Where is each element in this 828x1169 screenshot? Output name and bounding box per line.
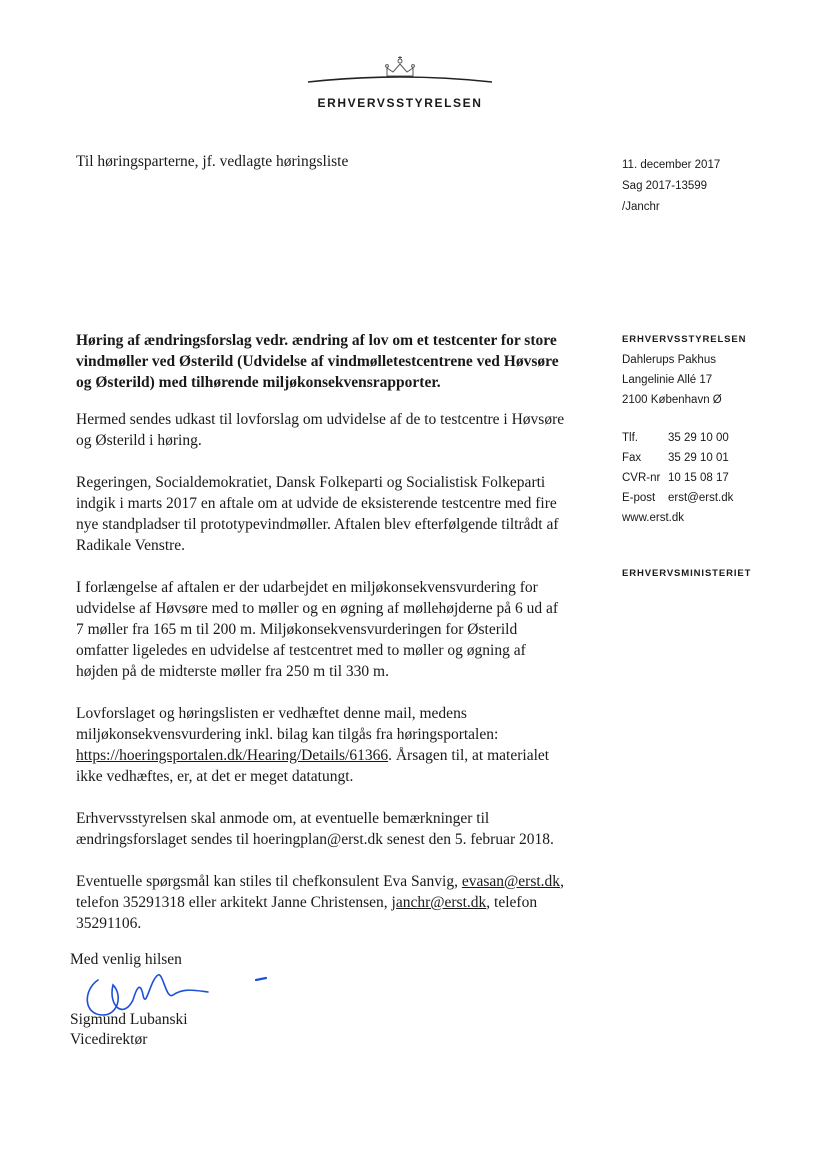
case-number: Sag 2017-13599 bbox=[622, 180, 708, 192]
paragraph-4 bbox=[76, 703, 566, 787]
signer-name: Sigmund Lubanski bbox=[70, 1011, 188, 1028]
paragraph-1: Hermed sendes udkast til lovforslag om udvidelse af de to testcentre i Høvsøre og Østerild i høring. bbox=[76, 411, 565, 449]
sender-info bbox=[622, 330, 746, 528]
sender-org-name: ERHVERVSSTYRELSEN bbox=[622, 334, 747, 345]
address-line: 2100 København Ø bbox=[622, 394, 722, 406]
paragraph-4-text-b: . Årsagen til, at materialet ikke vedhæftes, er, at det er meget datatungt. bbox=[76, 747, 550, 785]
email-link-janchr[interactable]: janchr@erst.dk bbox=[391, 894, 487, 911]
ministry-name: ERHVERVSMINISTERIET bbox=[622, 568, 752, 579]
letter-subject: Høring af ændringsforslag vedr. ændring af lov om et testcenter for store vindmøller ved Østerild (Udvidelse af vindmølletestcentrene ved Høvsøre og Østerild) med tilhørende miljøkonsekvensrapporter. bbox=[76, 332, 559, 391]
paragraph-3: I forlængelse af aftalen er der udarbejdet en miljøkonsekvensvurdering for udvidelse af Høvsøre med to møller og en øgning af møllehøjderne på 6 ud af 7 møller fra 165 m til 200 m. Miljøkonsekvensvurderingen for Østerild omfatter ligeledes en udvidelse af testcentret med to møller og øgning af højden på de midterste møller fra 250 m til 330 m. bbox=[76, 579, 559, 680]
contact-label: E-post bbox=[622, 492, 656, 504]
contact-value: erst@erst.dk bbox=[668, 492, 734, 504]
logo-wordmark: ERHVERVSSTYRELSEN bbox=[317, 96, 483, 110]
crown-icon bbox=[300, 52, 500, 96]
closing-greeting: Med venlig hilsen bbox=[70, 951, 182, 968]
website: www.erst.dk bbox=[622, 512, 684, 524]
paragraph-4-text-a: Lovforslaget og høringslisten er vedhæftet denne mail, medens miljøkonsekvensvurdering inkl. bilag kan tilgås fra høringsportalen: bbox=[76, 705, 499, 743]
hearing-portal-link[interactable]: https://hoeringsportalen.dk/Hearing/Details/61366 bbox=[76, 747, 389, 764]
letter-body bbox=[76, 330, 566, 955]
paragraph-6-text-a: Eventuelle spørgsmål kan stiles til chefkonsulent Eva Sanvig, bbox=[76, 873, 462, 890]
contact-value: 10 15 08 17 bbox=[668, 472, 729, 484]
paragraph-6-text-b: , telefon 35291318 eller arkitekt Janne Christensen, bbox=[76, 873, 564, 911]
document-meta bbox=[622, 155, 720, 218]
paragraph-6 bbox=[76, 871, 566, 934]
signer-block bbox=[70, 1010, 188, 1050]
signer-title: Vicedirektør bbox=[70, 1031, 148, 1048]
paragraph-6-text-c: , telefon 35291106. bbox=[76, 894, 538, 932]
paragraph-5: Erhvervsstyrelsen skal anmode om, at eventuelle bemærkninger til ændringsforslaget sendes til hoeringplan@erst.dk senest den 5. februar 2018. bbox=[76, 810, 554, 848]
contact-row bbox=[622, 468, 746, 488]
address-line: Langelinie Allé 17 bbox=[622, 374, 713, 386]
contact-row bbox=[622, 428, 746, 448]
logo bbox=[300, 52, 500, 114]
contact-row bbox=[622, 488, 746, 508]
address-line: Dahlerups Pakhus bbox=[622, 354, 716, 366]
reference-code: /Janchr bbox=[622, 201, 660, 213]
document-date: 11. december 2017 bbox=[622, 159, 721, 171]
paragraph-2: Regeringen, Socialdemokratiet, Dansk Folkeparti og Socialistisk Folkeparti indgik i marts 2017 en aftale om at udvide de eksisterende testcentre med fire nye standpladser til prototypevindmøller. Aftalen blev efterfølgende tiltrådt af Radikale Venstre. bbox=[76, 474, 559, 554]
contact-label: CVR-nr bbox=[622, 472, 661, 484]
contact-row bbox=[622, 448, 746, 468]
contact-value: 35 29 10 00 bbox=[668, 432, 729, 444]
recipient-line: Til høringsparterne, jf. vedlagte høringsliste bbox=[76, 153, 349, 170]
contact-label: Tlf. bbox=[622, 432, 638, 444]
contact-label: Fax bbox=[622, 452, 642, 464]
contact-value: 35 29 10 01 bbox=[668, 452, 729, 464]
email-link-evasan[interactable]: evasan@erst.dk bbox=[461, 873, 561, 890]
